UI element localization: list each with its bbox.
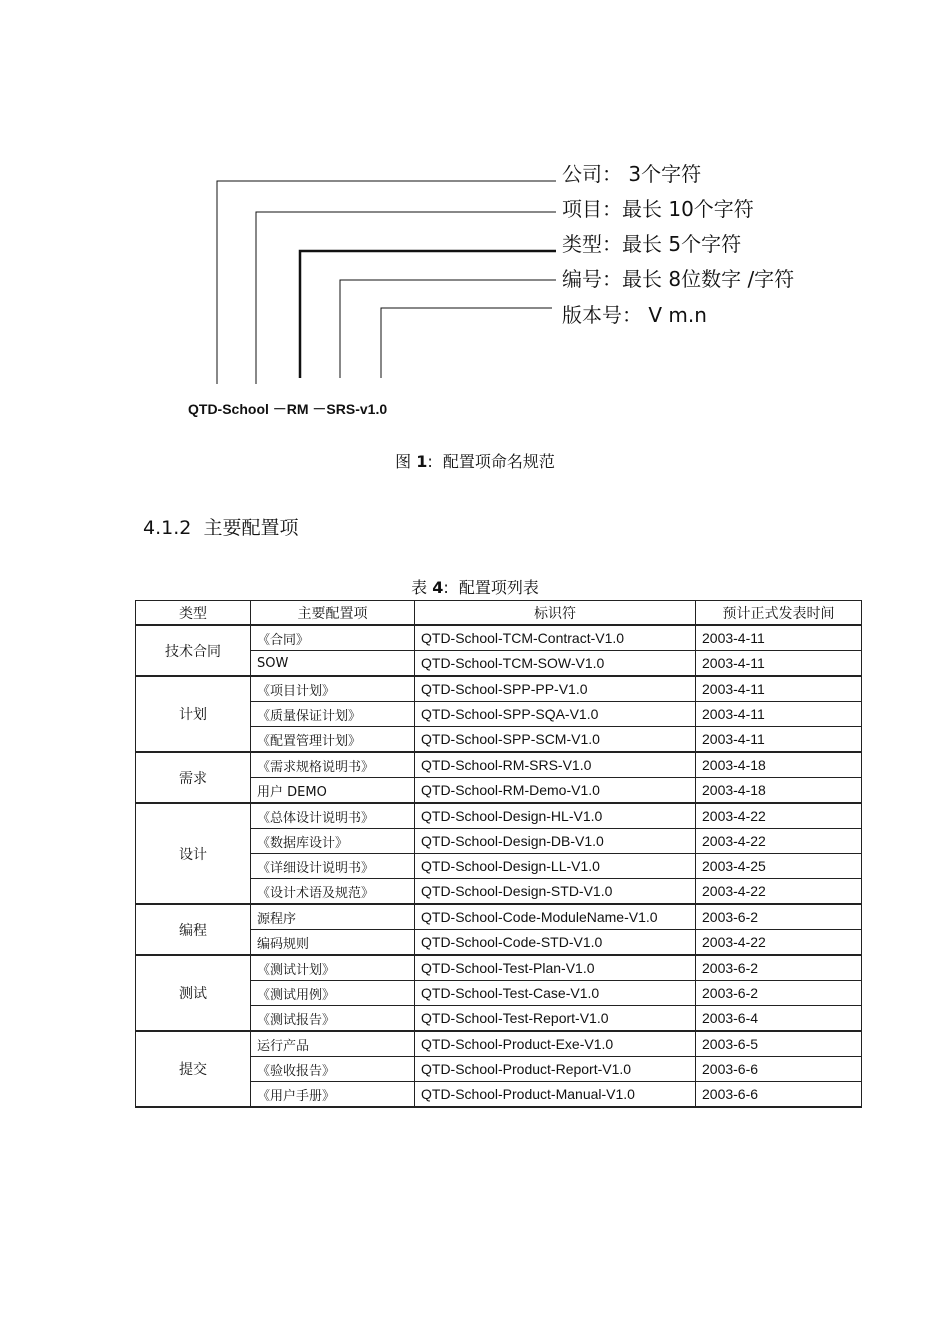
- item-cell: 《测试报告》: [251, 1006, 415, 1032]
- connector-line-version: [381, 308, 552, 378]
- type-cell: 技术合同: [136, 625, 251, 676]
- id-cell: QTD-School-SPP-SQA-V1.0: [415, 702, 696, 727]
- date-cell: 2003-4-25: [696, 854, 862, 879]
- date-cell: 2003-6-5: [696, 1031, 862, 1057]
- figure-caption-prefix: 图: [395, 452, 417, 471]
- date-cell: 2003-4-18: [696, 752, 862, 778]
- table-caption-number: 4: [432, 578, 444, 597]
- item-cell: 《需求规格说明书》: [251, 752, 415, 778]
- table-caption-prefix: 表: [411, 578, 433, 597]
- date-cell: 2003-6-6: [696, 1082, 862, 1108]
- date-cell: 2003-4-22: [696, 803, 862, 829]
- id-cell: QTD-School-SPP-PP-V1.0: [415, 676, 696, 702]
- date-cell: 2003-6-2: [696, 904, 862, 930]
- id-cell: QTD-School-Product-Report-V1.0: [415, 1057, 696, 1082]
- date-cell: 2003-4-18: [696, 778, 862, 804]
- table-row: [136, 752, 862, 778]
- id-cell: QTD-School-Test-Report-V1.0: [415, 1006, 696, 1032]
- legend-type: 类型：最长 5个字符: [562, 232, 742, 256]
- id-cell: QTD-School-Product-Exe-V1.0: [415, 1031, 696, 1057]
- item-cell: 《项目计划》: [251, 676, 415, 702]
- table-caption-text: : 配置项列表: [443, 578, 539, 597]
- table-row: [136, 1031, 862, 1057]
- item-cell: 《总体设计说明书》: [251, 803, 415, 829]
- table-row: [136, 625, 862, 651]
- date-cell: 2003-4-22: [696, 829, 862, 854]
- id-cell: QTD-School-TCM-Contract-V1.0: [415, 625, 696, 651]
- id-cell: QTD-School-Test-Plan-V1.0: [415, 955, 696, 981]
- figure-caption: [0, 449, 950, 472]
- item-cell: 源程序: [251, 904, 415, 930]
- item-cell: 《数据库设计》: [251, 829, 415, 854]
- type-cell: 编程: [136, 904, 251, 955]
- type-cell: 计划: [136, 676, 251, 752]
- connector-line-company: [217, 181, 556, 384]
- connector-line-type: [300, 251, 556, 378]
- legend-project: 项目：最长 10个字符: [562, 197, 754, 221]
- section-number: 4.1.2: [143, 517, 192, 539]
- table-row: [136, 904, 862, 930]
- item-cell: 《设计术语及规范》: [251, 879, 415, 905]
- table-body: [136, 625, 862, 1107]
- item-cell: 《测试计划》: [251, 955, 415, 981]
- section-title: 主要配置项: [203, 517, 299, 539]
- header-release-date: 预计正式发表时间: [696, 601, 862, 626]
- legend-number: 编号：最长 8位数字 /字符: [562, 267, 795, 291]
- id-cell: QTD-School-Product-Manual-V1.0: [415, 1082, 696, 1108]
- id-cell: QTD-School-Code-STD-V1.0: [415, 930, 696, 956]
- figure-caption-text: : 配置项命名规范: [427, 452, 555, 471]
- table-row: [136, 803, 862, 829]
- legend-company: 公司： 3个字符: [562, 162, 702, 186]
- item-cell: 《详细设计说明书》: [251, 854, 415, 879]
- date-cell: 2003-6-4: [696, 1006, 862, 1032]
- section-heading: [143, 513, 298, 540]
- naming-example: QTD-School －RM －SRS-v1.0: [188, 401, 388, 417]
- table-caption: [0, 575, 950, 598]
- id-cell: QTD-School-Test-Case-V1.0: [415, 981, 696, 1006]
- id-cell: QTD-School-Design-LL-V1.0: [415, 854, 696, 879]
- date-cell: 2003-4-22: [696, 879, 862, 905]
- date-cell: 2003-6-6: [696, 1057, 862, 1082]
- date-cell: 2003-4-11: [696, 676, 862, 702]
- id-cell: QTD-School-Design-DB-V1.0: [415, 829, 696, 854]
- item-cell: 《测试用例》: [251, 981, 415, 1006]
- config-items-table: [135, 600, 862, 1108]
- id-cell: QTD-School-Design-STD-V1.0: [415, 879, 696, 905]
- item-cell: 《质量保证计划》: [251, 702, 415, 727]
- header-type: 类型: [136, 601, 251, 626]
- date-cell: 2003-6-2: [696, 955, 862, 981]
- table-row: [136, 676, 862, 702]
- item-cell: 运行产品: [251, 1031, 415, 1057]
- figure-caption-number: 1: [416, 452, 428, 471]
- id-cell: QTD-School-Code-ModuleName-V1.0: [415, 904, 696, 930]
- type-cell: 设计: [136, 803, 251, 904]
- id-cell: QTD-School-RM-Demo-V1.0: [415, 778, 696, 804]
- item-cell: 《配置管理计划》: [251, 727, 415, 753]
- id-cell: QTD-School-Design-HL-V1.0: [415, 803, 696, 829]
- table-row: [136, 955, 862, 981]
- item-cell: 《用户手册》: [251, 1082, 415, 1108]
- table-header-row: [136, 601, 862, 626]
- date-cell: 2003-6-2: [696, 981, 862, 1006]
- item-cell: 《验收报告》: [251, 1057, 415, 1082]
- header-identifier: 标识符: [415, 601, 696, 626]
- legend-version: 版本号： V m.n: [562, 303, 707, 327]
- id-cell: QTD-School-SPP-SCM-V1.0: [415, 727, 696, 753]
- type-cell: 测试: [136, 955, 251, 1031]
- item-cell: 用户 DEMO: [251, 778, 415, 804]
- date-cell: 2003-4-11: [696, 651, 862, 677]
- date-cell: 2003-4-11: [696, 702, 862, 727]
- date-cell: 2003-4-11: [696, 727, 862, 753]
- item-cell: 编码规则: [251, 930, 415, 956]
- id-cell: QTD-School-RM-SRS-V1.0: [415, 752, 696, 778]
- date-cell: 2003-4-22: [696, 930, 862, 956]
- item-cell: 《合同》: [251, 625, 415, 651]
- naming-diagram: [0, 0, 950, 440]
- connector-line-number: [340, 280, 556, 378]
- header-item: 主要配置项: [251, 601, 415, 626]
- item-cell: SOW: [251, 651, 415, 677]
- date-cell: 2003-4-11: [696, 625, 862, 651]
- type-cell: 需求: [136, 752, 251, 803]
- id-cell: QTD-School-TCM-SOW-V1.0: [415, 651, 696, 677]
- type-cell: 提交: [136, 1031, 251, 1107]
